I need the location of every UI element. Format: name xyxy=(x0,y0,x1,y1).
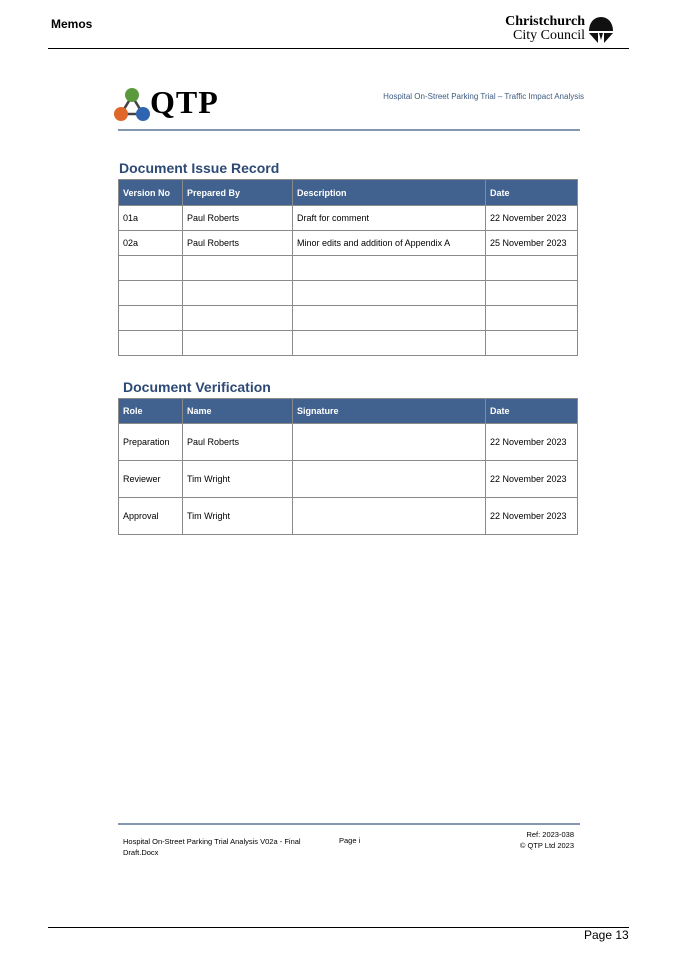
table-cell xyxy=(293,331,486,356)
footer-copyright: © QTP Ltd 2023 xyxy=(519,841,574,850)
memo-title: Memos xyxy=(51,17,93,31)
issue-record-header-row xyxy=(119,180,578,206)
table-cell: 22 November 2023 xyxy=(486,461,578,498)
memo-page-number: Page 13 xyxy=(584,928,629,942)
table-row xyxy=(119,306,578,331)
issue-record-heading: Document Issue Record xyxy=(119,160,280,176)
footer-filename: Hospital On-Street Parking Trial Analysis V02a - Final Draft.Docx xyxy=(123,837,301,857)
column-header: Date xyxy=(486,180,578,206)
issue-record-table xyxy=(118,179,578,356)
column-header: Description xyxy=(293,180,486,206)
signature-cell xyxy=(293,424,486,461)
table-cell xyxy=(183,281,293,306)
table-cell xyxy=(293,281,486,306)
table-cell xyxy=(119,256,183,281)
top-divider xyxy=(48,48,629,49)
column-header: Name xyxy=(183,399,293,424)
table-cell xyxy=(119,281,183,306)
table-row xyxy=(119,461,578,498)
table-cell: Approval xyxy=(119,498,183,535)
table-cell: Paul Roberts xyxy=(183,206,293,231)
qtp-logo xyxy=(112,84,242,124)
table-cell xyxy=(486,281,578,306)
council-logo-line2: City Council xyxy=(513,28,585,43)
table-cell xyxy=(183,256,293,281)
verification-table xyxy=(118,398,578,535)
table-cell xyxy=(119,306,183,331)
table-row xyxy=(119,498,578,535)
table-row xyxy=(119,256,578,281)
document-header-title: Hospital On-Street Parking Trial – Traffic Impact Analysis xyxy=(383,92,584,101)
document-footer-rule xyxy=(118,823,580,825)
council-logo-line1: Christchurch xyxy=(505,14,585,29)
table-cell xyxy=(293,256,486,281)
table-row xyxy=(119,281,578,306)
council-logo xyxy=(500,14,625,46)
verification-header-row xyxy=(119,399,578,424)
document-header-rule xyxy=(118,129,580,131)
table-cell xyxy=(486,331,578,356)
table-cell: 25 November 2023 xyxy=(486,231,578,256)
table-cell xyxy=(486,306,578,331)
table-cell: Tim Wright xyxy=(183,461,293,498)
footer-ref: Ref: 2023-038 xyxy=(526,830,574,839)
table-cell xyxy=(119,331,183,356)
footer-reference xyxy=(470,829,574,851)
molecule-logo-icon xyxy=(112,86,152,124)
table-row xyxy=(119,331,578,356)
table-cell xyxy=(183,331,293,356)
qtp-logo-text: QTP xyxy=(150,84,219,120)
table-row xyxy=(119,231,578,256)
table-row xyxy=(119,424,578,461)
table-cell: Preparation xyxy=(119,424,183,461)
table-cell: Reviewer xyxy=(119,461,183,498)
table-cell: 22 November 2023 xyxy=(486,498,578,535)
table-cell: Draft for comment xyxy=(293,206,486,231)
table-cell: Minor edits and addition of Appendix A xyxy=(293,231,486,256)
table-cell: 02a xyxy=(119,231,183,256)
column-header: Version No xyxy=(119,180,183,206)
table-cell xyxy=(183,306,293,331)
table-cell: 01a xyxy=(119,206,183,231)
signature-cell xyxy=(293,498,486,535)
bottom-divider xyxy=(48,927,629,928)
column-header: Role xyxy=(119,399,183,424)
table-cell: 22 November 2023 xyxy=(486,206,578,231)
council-emblem-icon xyxy=(587,16,615,44)
column-header: Signature xyxy=(293,399,486,424)
table-cell xyxy=(486,256,578,281)
table-row xyxy=(119,206,578,231)
table-cell xyxy=(293,306,486,331)
signature-cell xyxy=(293,461,486,498)
table-cell: Tim Wright xyxy=(183,498,293,535)
table-cell: Paul Roberts xyxy=(183,424,293,461)
column-header: Date xyxy=(486,399,578,424)
verification-heading: Document Verification xyxy=(123,379,271,395)
footer-page: Page i xyxy=(339,836,361,845)
table-cell: Paul Roberts xyxy=(183,231,293,256)
column-header: Prepared By xyxy=(183,180,293,206)
table-cell: 22 November 2023 xyxy=(486,424,578,461)
